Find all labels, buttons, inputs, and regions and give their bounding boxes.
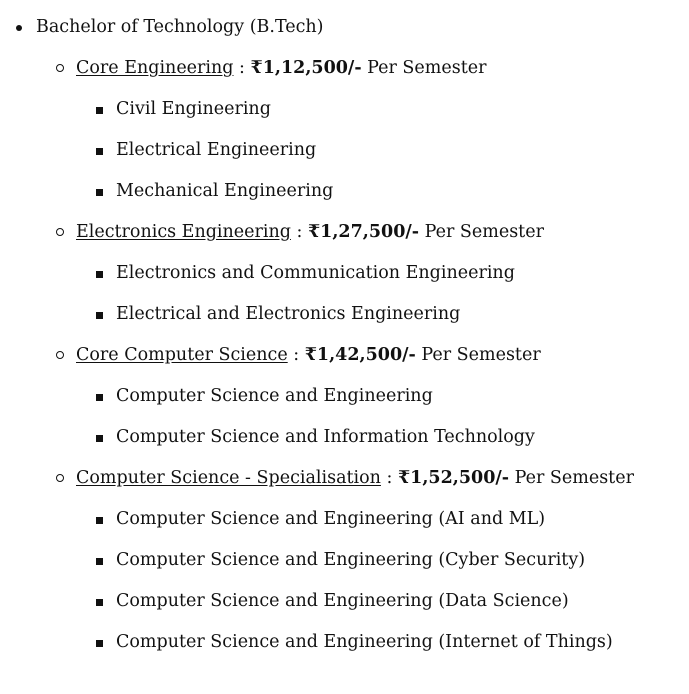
square-bullet-icon [96, 271, 103, 278]
branch-label: Computer Science and Engineering (AI and ML) [116, 509, 546, 529]
square-bullet-icon [96, 517, 103, 524]
category-link-core-computer-science[interactable]: Core Computer Science [76, 345, 288, 365]
branch-label: Computer Science and Information Technology [116, 427, 535, 447]
category-line [76, 222, 689, 243]
circle-bullet-icon [56, 474, 64, 482]
square-bullet-icon [96, 435, 103, 442]
category-line [76, 345, 689, 366]
branch-list [76, 99, 689, 202]
program-title: Bachelor of Technology (B.Tech) [36, 17, 324, 37]
square-bullet-icon [96, 189, 103, 196]
category-link-computer-science-specialisation[interactable]: Computer Science - Specialisation [76, 468, 381, 488]
category-separator: : [290, 222, 308, 242]
category-separator: : [233, 58, 251, 78]
branch-list [76, 509, 689, 653]
category-line [76, 58, 689, 79]
branch-item [76, 99, 689, 120]
branch-list [76, 386, 689, 448]
category-item [36, 222, 689, 325]
branch-label: Computer Science and Engineering [116, 386, 433, 406]
disc-bullet-icon [16, 25, 22, 31]
square-bullet-icon [96, 640, 103, 647]
branch-label: Computer Science and Engineering (Internet of Things) [116, 632, 613, 652]
branch-item [76, 509, 689, 530]
category-list [36, 58, 689, 653]
category-period: Per Semester [419, 222, 544, 242]
square-bullet-icon [96, 394, 103, 401]
square-bullet-icon [96, 107, 103, 114]
branch-item [76, 591, 689, 612]
category-period: Per Semester [509, 468, 634, 488]
category-price: ₹1,52,500/- [397, 468, 510, 488]
branch-item [76, 263, 689, 284]
circle-bullet-icon [56, 228, 64, 236]
square-bullet-icon [96, 312, 103, 319]
category-price: ₹1,27,500/- [307, 222, 420, 242]
branch-label: Electrical Engineering [116, 140, 317, 160]
branch-label: Electronics and Communication Engineering [116, 263, 515, 283]
circle-bullet-icon [56, 64, 64, 72]
branch-label: Computer Science and Engineering (Cyber Security) [116, 550, 586, 570]
branch-item [76, 304, 689, 325]
branch-item [76, 427, 689, 448]
category-price: ₹1,12,500/- [250, 58, 362, 78]
category-item [36, 58, 689, 202]
branch-label: Mechanical Engineering [116, 181, 334, 201]
category-item [36, 468, 689, 653]
square-bullet-icon [96, 148, 103, 155]
category-price: ₹1,42,500/- [304, 345, 416, 365]
branch-item [76, 632, 689, 653]
branch-label: Computer Science and Engineering (Data Science) [116, 591, 569, 611]
branch-list [76, 263, 689, 325]
branch-label: Civil Engineering [116, 99, 271, 119]
branch-item [76, 386, 689, 407]
category-item [36, 345, 689, 448]
category-link-electronics-engineering[interactable]: Electronics Engineering [76, 222, 291, 242]
branch-item [76, 181, 689, 202]
circle-bullet-icon [56, 351, 64, 359]
branch-item [76, 550, 689, 571]
branch-label: Electrical and Electronics Engineering [116, 304, 461, 324]
category-line [76, 468, 689, 489]
square-bullet-icon [96, 558, 103, 565]
category-period: Per Semester [361, 58, 487, 78]
square-bullet-icon [96, 599, 103, 606]
category-separator: : [380, 468, 398, 488]
branch-item [76, 140, 689, 161]
category-separator: : [287, 345, 305, 365]
category-period: Per Semester [415, 345, 541, 365]
category-link-core-engineering[interactable]: Core Engineering [76, 58, 234, 78]
